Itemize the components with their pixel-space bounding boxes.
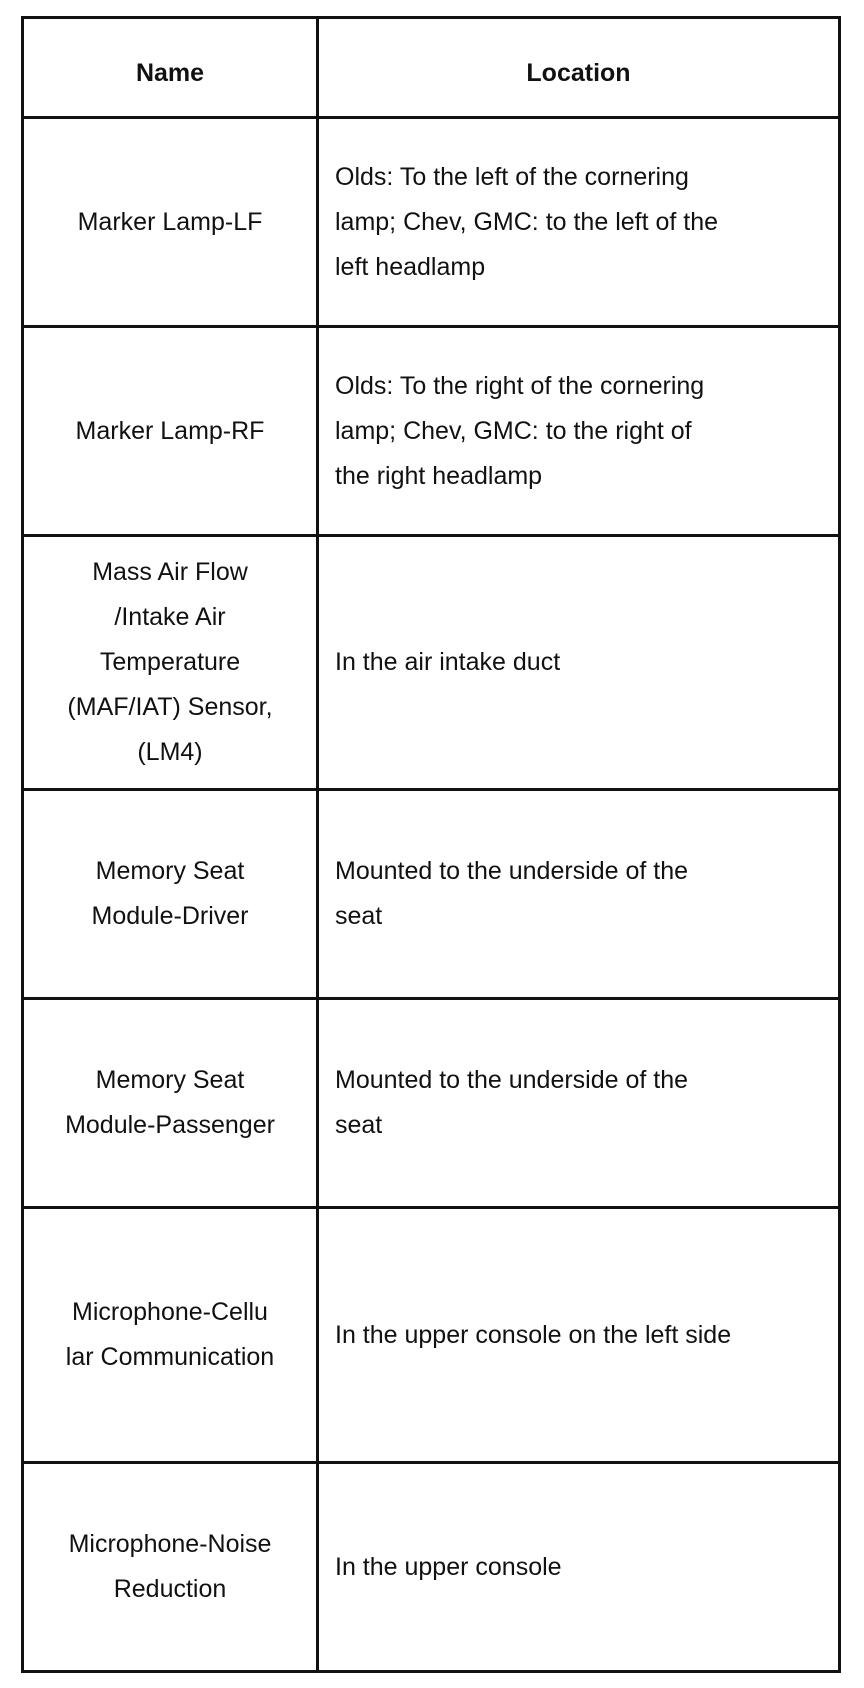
name-cell bbox=[23, 999, 318, 1208]
name-cell bbox=[23, 536, 318, 790]
component-location-table bbox=[21, 16, 841, 1673]
name-cell bbox=[23, 1463, 318, 1672]
location-cell bbox=[318, 536, 840, 790]
component-name: Marker Lamp-LF bbox=[77, 207, 263, 236]
component-location: In the upper console bbox=[335, 1552, 562, 1581]
location-cell bbox=[318, 1208, 840, 1463]
component-location: In the air intake duct bbox=[335, 648, 561, 676]
location-cell bbox=[318, 118, 840, 327]
table-row bbox=[23, 1208, 840, 1463]
component-name: Microphone-Noise Reduction bbox=[68, 1530, 272, 1603]
table-row bbox=[23, 536, 840, 790]
name-cell bbox=[23, 327, 318, 536]
location-column-header: Location bbox=[318, 18, 840, 118]
name-column-header: Name bbox=[23, 18, 318, 118]
component-location: Mounted to the underside of the seat bbox=[335, 857, 689, 930]
component-location: Olds: To the left of the cornering lamp; Chev, GMC: to the left of the left headlamp bbox=[335, 162, 719, 281]
component-location: Mounted to the underside of the seat bbox=[335, 1066, 689, 1139]
table-row bbox=[23, 790, 840, 999]
component-name: Microphone-Cellu lar Communication bbox=[65, 1298, 275, 1371]
table-row bbox=[23, 999, 840, 1208]
table-row bbox=[23, 1463, 840, 1672]
location-cell bbox=[318, 327, 840, 536]
name-cell bbox=[23, 790, 318, 999]
location-cell bbox=[318, 1463, 840, 1672]
component-name: Memory Seat Module-Passenger bbox=[65, 1066, 275, 1139]
name-cell bbox=[23, 118, 318, 327]
name-cell bbox=[23, 1208, 318, 1463]
table-row bbox=[23, 327, 840, 536]
component-name: Marker Lamp-RF bbox=[75, 416, 265, 445]
location-cell bbox=[318, 999, 840, 1208]
table-row bbox=[23, 118, 840, 327]
location-cell bbox=[318, 790, 840, 999]
component-location: Olds: To the right of the cornering lamp; Chev, GMC: to the right of the right headlamp bbox=[335, 371, 705, 490]
component-location: In the upper console on the left side bbox=[335, 1320, 732, 1349]
table-header-row bbox=[23, 18, 840, 118]
component-name: Mass Air Flow /Intake Air Temperature (MAF/IAT) Sensor, (LM4) bbox=[67, 558, 273, 766]
component-name: Memory Seat Module-Driver bbox=[91, 857, 249, 930]
